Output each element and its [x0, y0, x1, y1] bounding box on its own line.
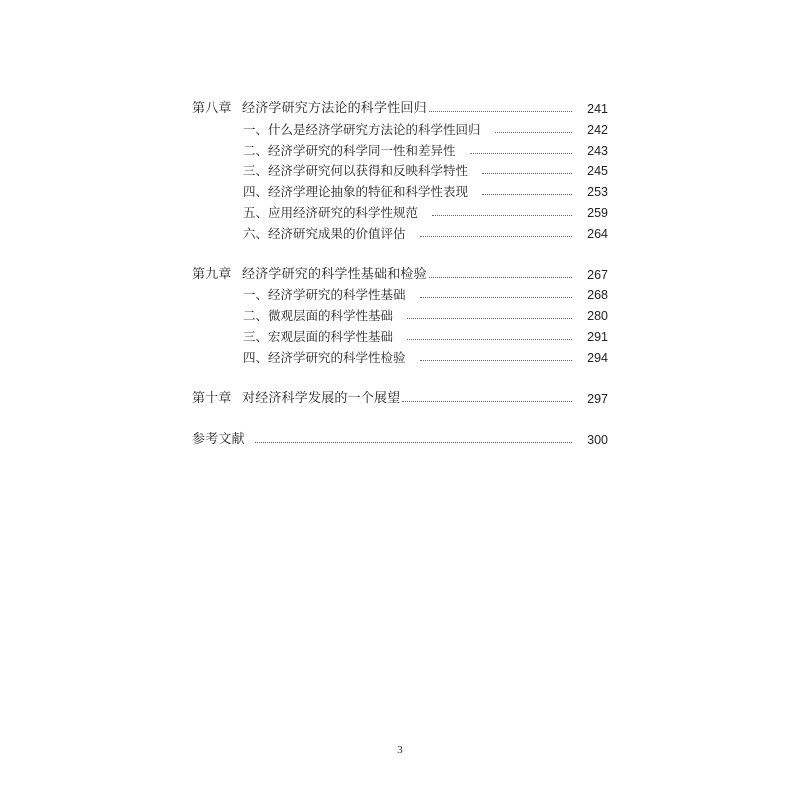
section-title: 一、什么是经济学研究方法论的科学性回归	[243, 122, 481, 137]
page-number: 297	[587, 392, 608, 406]
toc-section[interactable]	[243, 286, 608, 304]
chapter-title: 经济学研究的科学性基础和检验	[242, 267, 427, 282]
page-number: 268	[587, 288, 608, 302]
section-title: 四、经济学研究的科学性检验	[243, 350, 406, 365]
chapter-heading	[192, 266, 427, 284]
toc-section[interactable]	[243, 225, 608, 243]
toc-chapter-9[interactable]	[192, 266, 608, 284]
toc-section[interactable]	[243, 307, 608, 325]
chapter-number: 第八章	[192, 101, 232, 116]
dot-leader	[407, 317, 572, 319]
section-title: 一、经济学研究的科学性基础	[243, 287, 406, 302]
folio-page-number: 3	[397, 744, 403, 756]
dot-leader	[482, 172, 572, 174]
page-number: 253	[587, 185, 608, 199]
chapter-number: 第十章	[192, 391, 232, 406]
dot-leader	[429, 276, 572, 278]
toc-section[interactable]	[243, 121, 608, 139]
section-title: 二、微观层面的科学性基础	[243, 308, 394, 323]
page-number: 242	[587, 123, 608, 137]
section-title: 六、经济研究成果的价值评估	[243, 226, 406, 241]
section-title: 二、经济学研究的科学同一性和差异性	[243, 143, 456, 158]
section-title: 三、经济学研究何以获得和反映科学特性	[243, 163, 469, 178]
toc-section[interactable]	[243, 349, 608, 367]
chapter-title: 对经济科学发展的一个展望	[242, 391, 401, 406]
page-number: 267	[587, 268, 608, 282]
page-number: 291	[587, 330, 608, 344]
references-title: 参考文献	[192, 432, 245, 447]
section-title: 五、应用经济研究的科学性规范	[243, 205, 419, 220]
dot-leader	[255, 441, 572, 443]
dot-leader	[470, 152, 572, 154]
section-title: 四、经济学理论抽象的特征和科学性表现	[243, 184, 469, 199]
chapter-number: 第九章	[192, 267, 232, 282]
chapter-heading	[192, 390, 400, 408]
page-number: 245	[587, 164, 608, 178]
section-title: 三、宏观层面的科学性基础	[243, 329, 394, 344]
toc-section[interactable]	[243, 142, 608, 160]
chapter-title: 经济学研究方法论的科学性回归	[242, 101, 427, 116]
toc-chapter-10[interactable]	[192, 390, 608, 408]
dot-leader	[420, 296, 572, 298]
page-number: 259	[587, 206, 608, 220]
toc-section[interactable]	[243, 204, 608, 222]
dot-leader	[420, 359, 572, 361]
dot-leader	[420, 235, 572, 237]
page-number: 280	[587, 309, 608, 323]
toc-section[interactable]	[243, 183, 608, 201]
dot-leader	[495, 131, 572, 133]
page-number: 300	[587, 433, 608, 447]
toc-chapter-8[interactable]	[192, 100, 608, 118]
dot-leader	[429, 110, 572, 112]
toc-section[interactable]	[243, 162, 608, 180]
toc-references[interactable]	[192, 431, 608, 449]
page-number: 294	[587, 351, 608, 365]
toc-section[interactable]	[243, 328, 608, 346]
dot-leader	[482, 193, 572, 195]
dot-leader	[407, 338, 572, 340]
page-number: 241	[587, 102, 608, 116]
dot-leader	[402, 400, 572, 402]
dot-leader	[432, 214, 572, 216]
page-number: 264	[587, 227, 608, 241]
page-number: 243	[587, 144, 608, 158]
chapter-heading	[192, 100, 427, 118]
